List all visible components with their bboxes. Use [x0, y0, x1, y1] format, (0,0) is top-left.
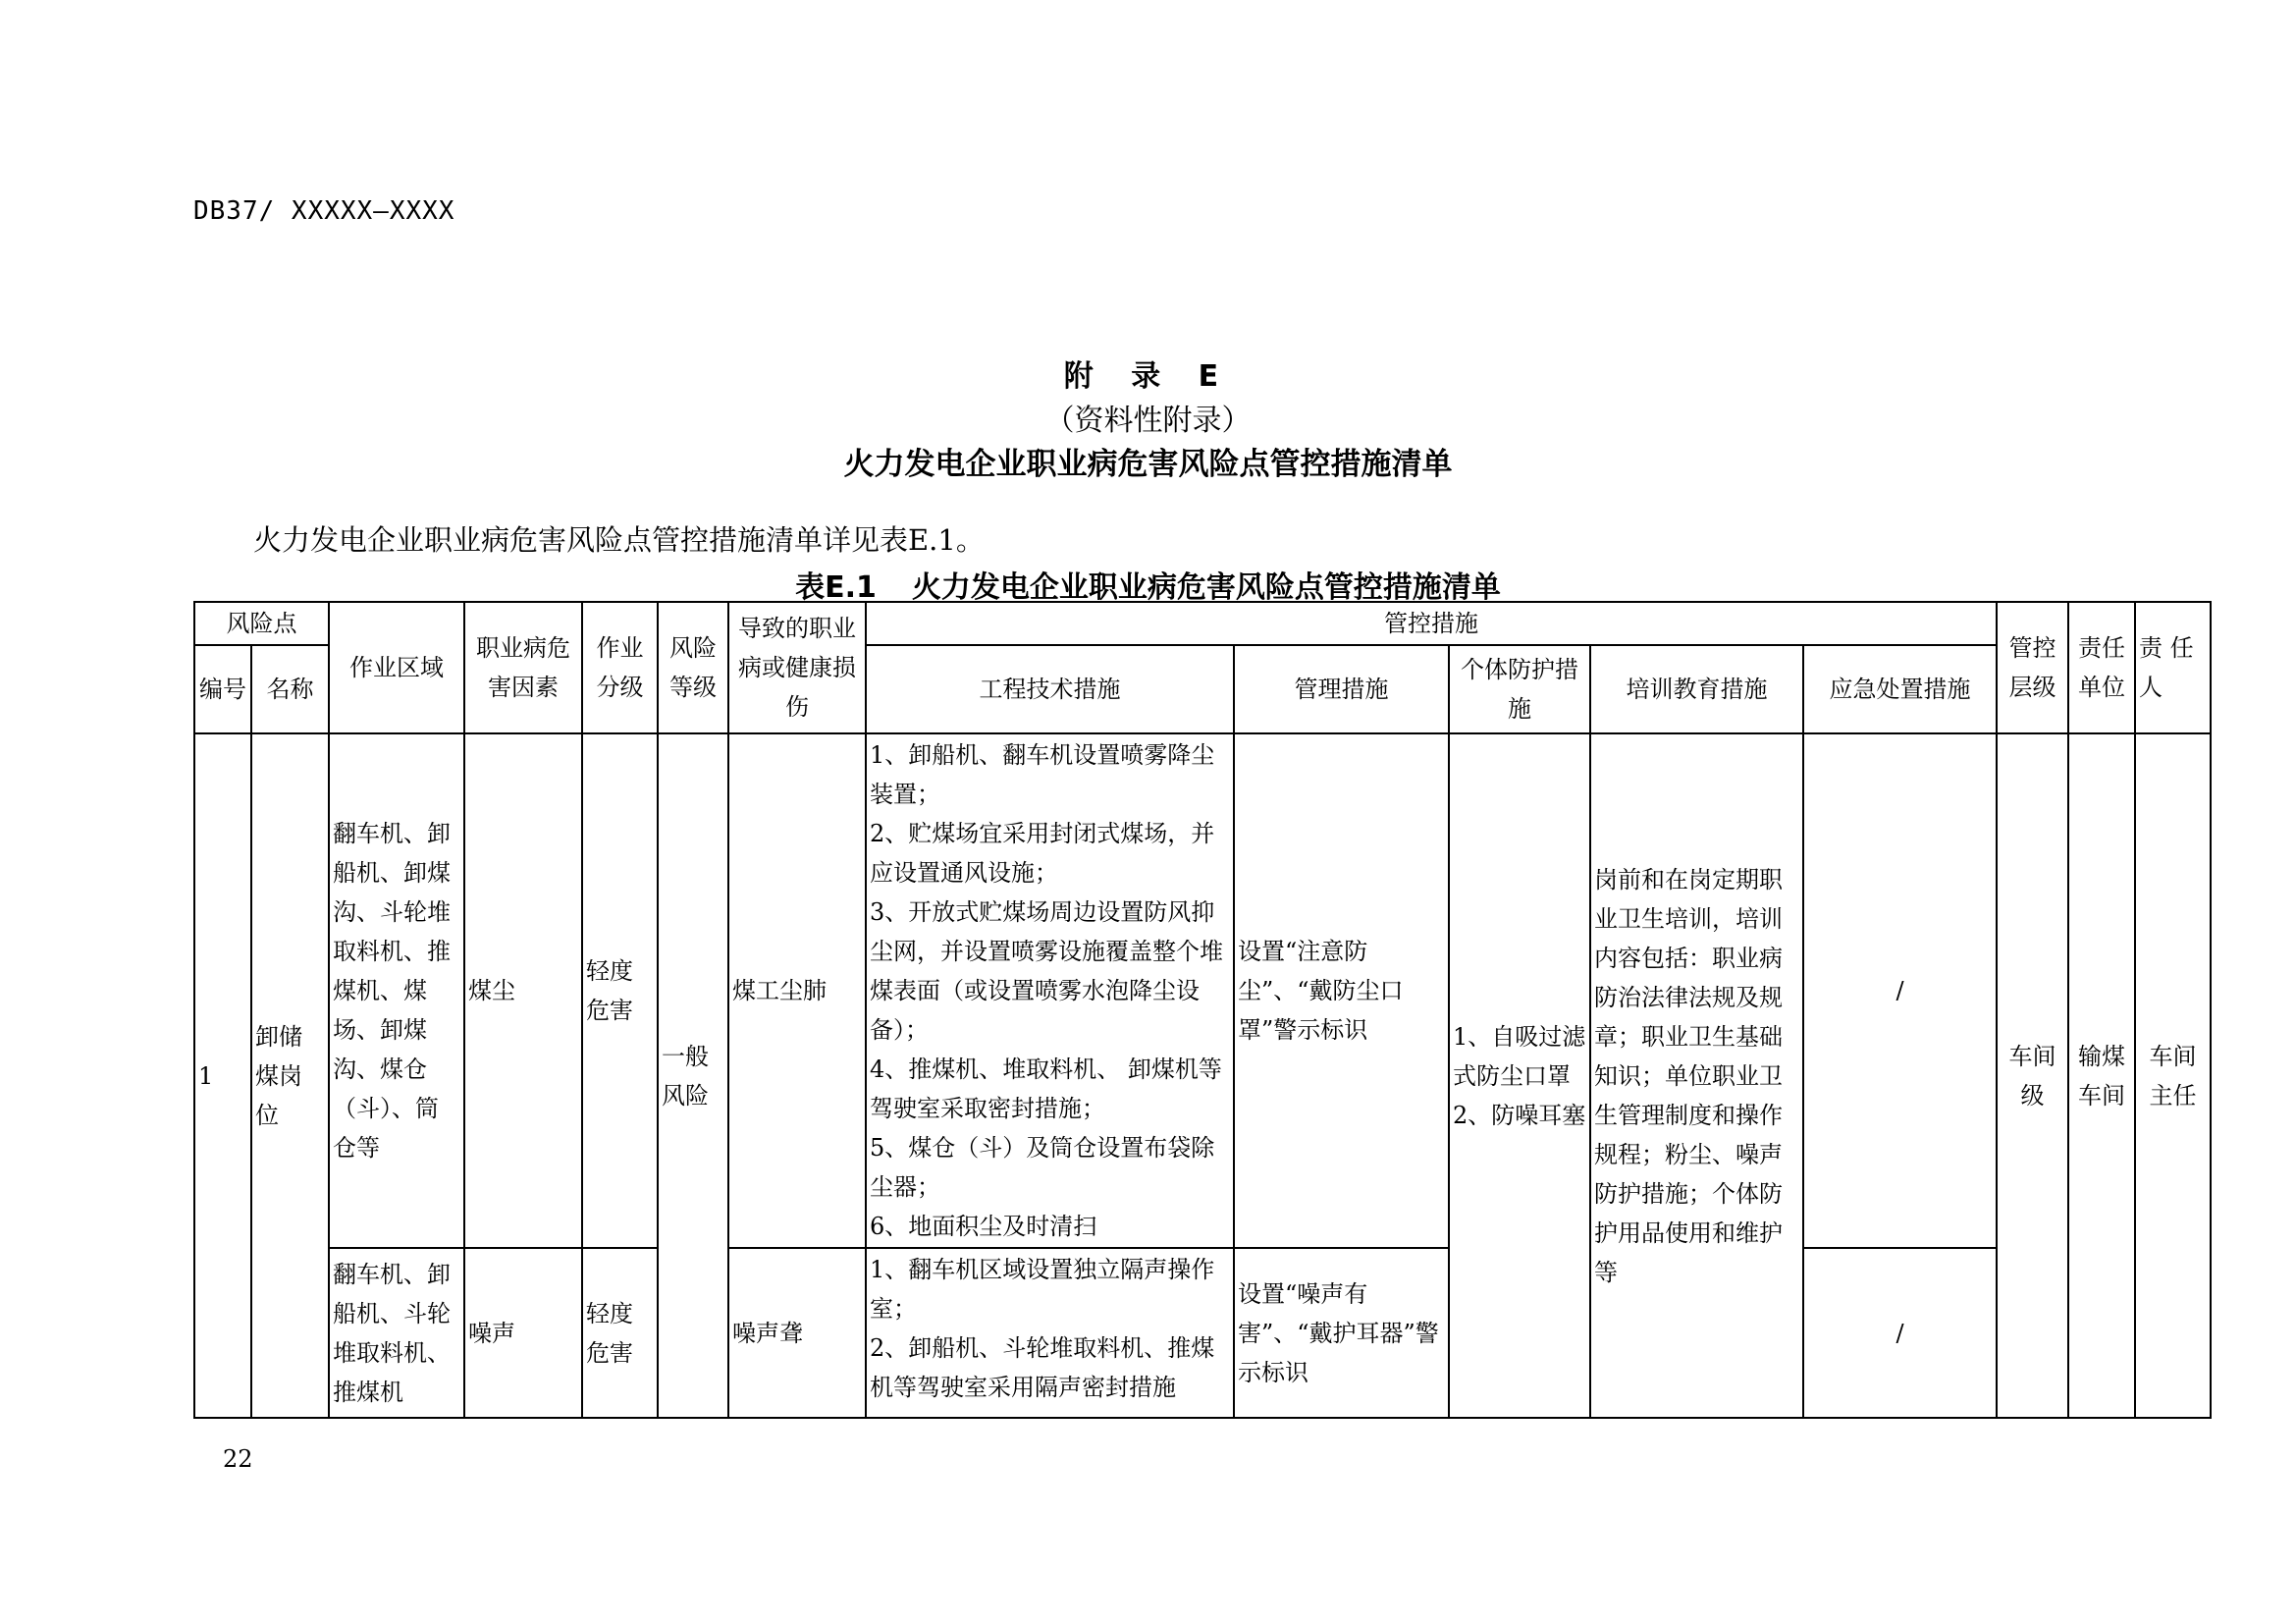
row-control-level: 车间级	[1997, 733, 2068, 1418]
header-risk-point: 风险点	[194, 602, 329, 645]
row-emergency: /	[1803, 1248, 1997, 1418]
header-training: 培训教育措施	[1590, 645, 1803, 733]
header-emergency: 应急处置措施	[1803, 645, 1997, 733]
header-control-measures: 管控措施	[866, 602, 1997, 645]
header-management: 管理措施	[1234, 645, 1449, 733]
header-work-grade: 作业分级	[582, 602, 658, 733]
appendix-note: （资料性附录）	[1044, 404, 1252, 438]
header-name: 名称	[251, 645, 329, 733]
risk-control-table	[193, 601, 2212, 1419]
intro-paragraph: 火力发电企业职业病危害风险点管控措施清单详见表E.1。	[253, 523, 985, 557]
row-name: 卸储煤岗位	[251, 733, 329, 1418]
row-disease: 煤工尘肺	[728, 733, 866, 1248]
header-risk-level: 风险等级	[658, 602, 728, 733]
row-disease: 噪声聋	[728, 1248, 866, 1418]
header-responsible-person: 责 任人	[2135, 602, 2211, 733]
row-responsible-unit: 输煤车间	[2068, 733, 2135, 1418]
header-hazard-factor: 职业病危害因素	[464, 602, 582, 733]
appendix-title: 火力发电企业职业病危害风险点管控措施清单	[843, 447, 1453, 482]
document-code: DB37/ XXXXX—XXXX	[193, 196, 455, 226]
header-control-level: 管控层级	[1997, 602, 2068, 733]
row-emergency: /	[1803, 733, 1997, 1248]
row-engineering: 1、卸船机、翻车机设置喷雾降尘装置； 2、贮煤场宜采用封闭式煤场，并应设置通风设施； 3、开放式贮煤场周边设置防风抑尘网，并设置喷雾设施覆盖整个堆煤表面（或设置喷雾水泡降尘设备）； 4、推煤机、堆取料机、 卸煤机等驾驶室采取密封措施； 5、煤仓（斗）及筒仓设置布袋除尘器； 6、地面积尘及时清扫	[866, 733, 1234, 1248]
header-responsible-unit: 责任单位	[2068, 602, 2135, 733]
table-caption-title: 火力发电企业职业病危害风险点管控措施清单	[911, 570, 1501, 605]
header-ppe: 个体防护措 施	[1449, 645, 1590, 733]
row-training: 岗前和在岗定期职业卫生培训，培训内容包括：职业病防治法律法规及规章；职业卫生基础知识；单位职业卫生管理制度和操作规程；粉尘、噪声防护措施；个体防护用品使用和维护等	[1590, 733, 1803, 1418]
header-work-area: 作业区域	[329, 602, 464, 733]
row-number: 1	[194, 733, 251, 1418]
row-work-grade: 轻度危害	[582, 1248, 658, 1418]
row-work-area: 翻车机、卸船机、斗轮堆取料机、推煤机	[329, 1248, 464, 1418]
row-engineering: 1、翻车机区域设置独立隔声操作室； 2、卸船机、斗轮堆取料机、推煤机等驾驶室采用隔声密封措施	[866, 1248, 1234, 1418]
appendix-label: 附 录 E	[1063, 359, 1233, 394]
row-work-area: 翻车机、卸船机、卸煤沟、斗轮堆取料机、推煤机、煤场、卸煤沟、煤仓（斗）、筒仓等	[329, 733, 464, 1248]
row-management: 设置“注意防尘”、“戴防尘口罩”警示标识	[1234, 733, 1449, 1248]
header-engineering: 工程技术措施	[866, 645, 1234, 733]
header-disease: 导致的职业病或健康损伤	[728, 602, 866, 733]
row-hazard-factor: 煤尘	[464, 733, 582, 1248]
row-ppe: 1、自吸过滤式防尘口罩 2、防噪耳塞	[1449, 733, 1590, 1418]
row-risk-level: 一般风险	[658, 733, 728, 1418]
row-responsible-person: 车间主任	[2135, 733, 2211, 1418]
row-hazard-factor: 噪声	[464, 1248, 582, 1418]
row-work-grade: 轻度危害	[582, 733, 658, 1248]
table-caption	[0, 563, 2296, 606]
page-number: 22	[223, 1445, 253, 1473]
table-caption-number: 表E.1	[795, 570, 877, 605]
header-number: 编号	[194, 645, 251, 733]
row-management: 设置“噪声有害”、“戴护耳器”警示标识	[1234, 1248, 1449, 1418]
